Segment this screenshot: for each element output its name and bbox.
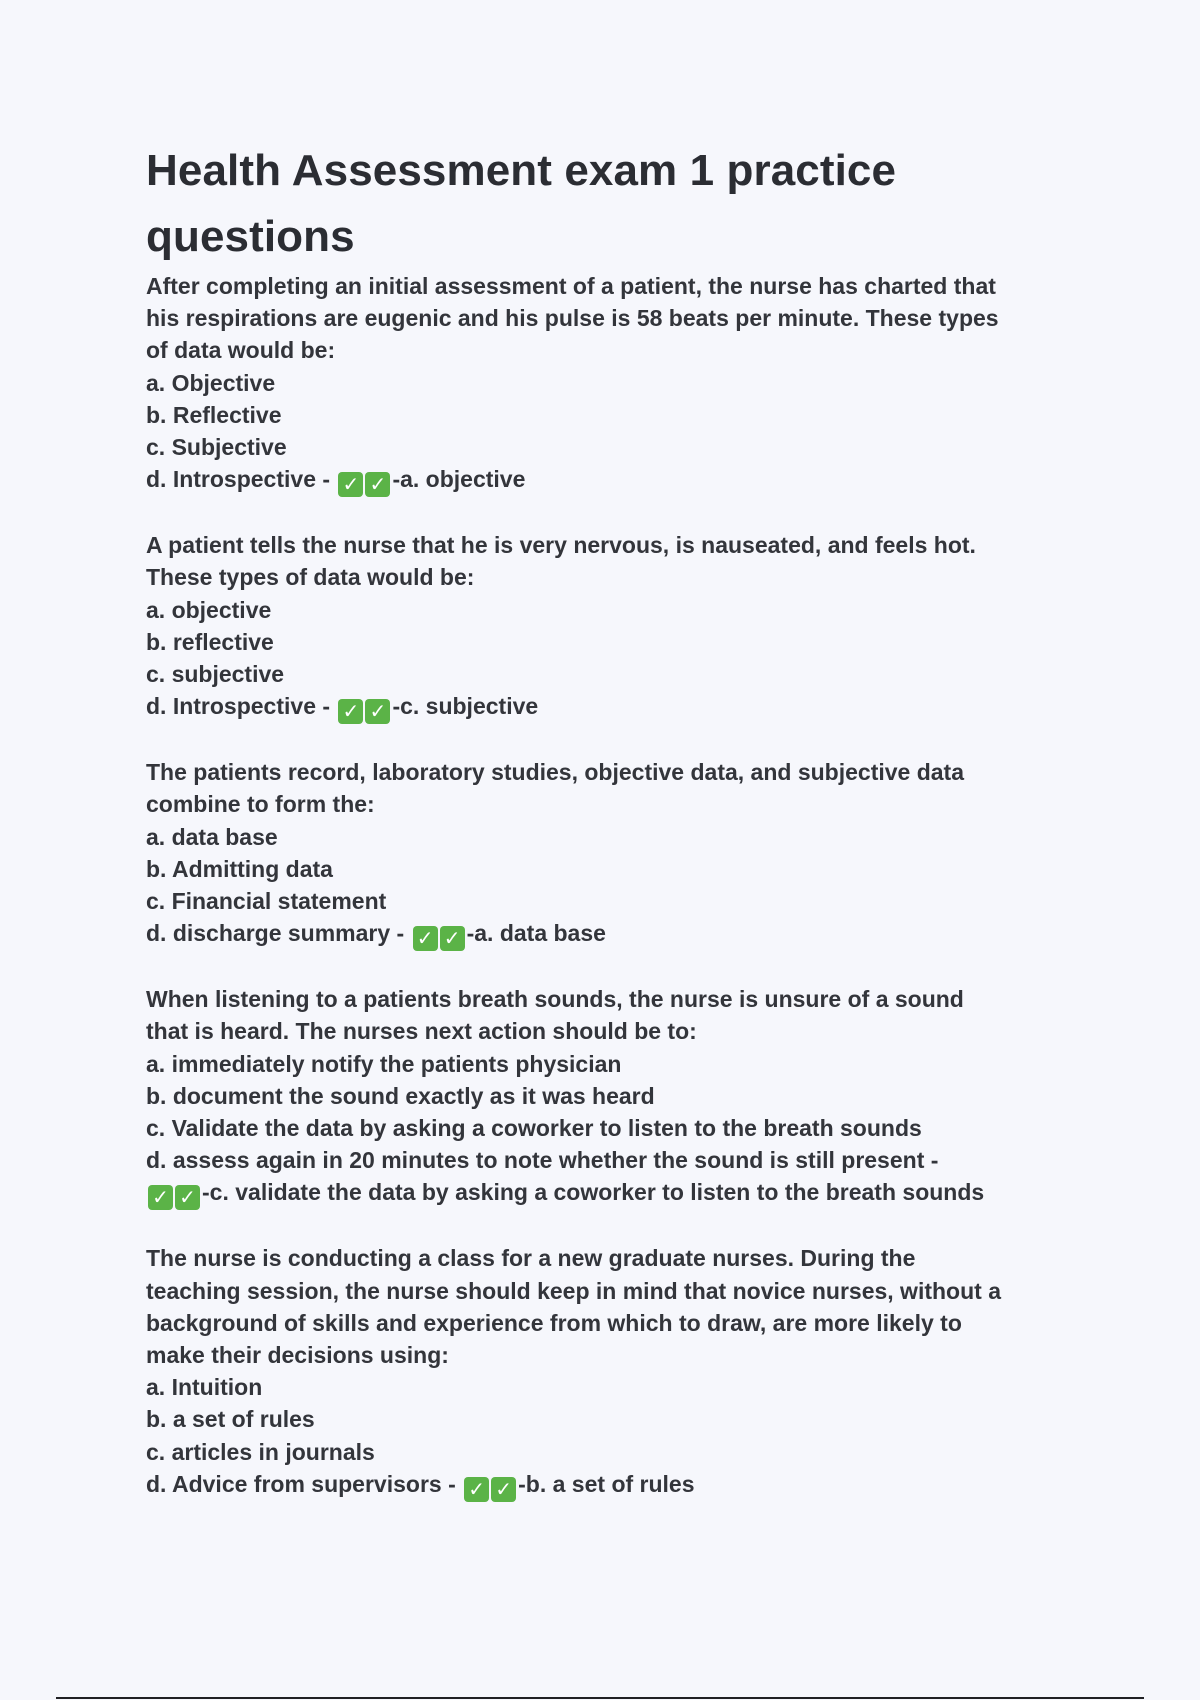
question-line: d. assess again in 20 minutes to note whether the sound is still present - bbox=[146, 1147, 939, 1174]
question-line: A patient tells the nurse that he is very nervous, is nauseated, and feels hot. bbox=[146, 532, 976, 559]
last-option-text: d. Introspective - bbox=[146, 466, 337, 493]
question-line: combine to form the: bbox=[146, 791, 375, 818]
question-line: These types of data would be: bbox=[146, 564, 475, 591]
question-line: The nurse is conducting a class for a new graduate nurses. During the bbox=[146, 1245, 916, 1272]
check-mark-icon: ✓ bbox=[365, 699, 390, 724]
check-mark-icon: ✓ bbox=[148, 1185, 173, 1210]
check-mark-icon: ✓ bbox=[464, 1477, 489, 1502]
question-line: a. objective bbox=[146, 596, 272, 623]
answer-text: -c. validate the data by asking a coworker to listen to the breath sounds bbox=[202, 1179, 985, 1206]
question-line: a. Intuition bbox=[146, 1374, 263, 1401]
check-mark-icon: ✓ bbox=[440, 926, 465, 951]
check-mark-icon: ✓ bbox=[338, 472, 363, 497]
last-option-text: d. discharge summary - bbox=[146, 920, 411, 947]
answer-line bbox=[146, 690, 1066, 724]
question-line: a. Objective bbox=[146, 369, 276, 396]
question-line: c. articles in journals bbox=[146, 1438, 375, 1465]
check-mark-icon: ✓ bbox=[175, 1185, 200, 1210]
question-block bbox=[146, 756, 1066, 951]
answer-line bbox=[146, 917, 1066, 951]
title-line-1: Health Assessment exam 1 practice bbox=[146, 146, 897, 195]
question-block bbox=[146, 270, 1066, 497]
question-line: b. a set of rules bbox=[146, 1406, 315, 1433]
question-line: that is heard. The nurses next action should be to: bbox=[146, 1018, 697, 1045]
question-line: teaching session, the nurse should keep in mind that novice nurses, without a bbox=[146, 1277, 1001, 1304]
question-line: After completing an initial assessment of a patient, the nurse has charted that bbox=[146, 273, 996, 299]
question-line: The patients record, laboratory studies, objective data, and subjective data bbox=[146, 759, 965, 786]
question-block bbox=[146, 529, 1066, 724]
question-line: a. immediately notify the patients physician bbox=[146, 1050, 622, 1077]
title-line-2: questions bbox=[146, 212, 355, 261]
answer-text: -a. data base bbox=[466, 920, 606, 947]
answer-text: -a. objective bbox=[392, 466, 526, 493]
question-line: b. Admitting data bbox=[146, 855, 333, 882]
check-mark-icon: ✓ bbox=[491, 1477, 516, 1502]
question-line: make their decisions using: bbox=[146, 1342, 449, 1369]
question-line: When listening to a patients breath sounds, the nurse is unsure of a sound bbox=[146, 986, 964, 1013]
question-list bbox=[146, 270, 1066, 1502]
question-line: his respirations are eugenic and his pulse is 58 beats per minute. These types bbox=[146, 305, 999, 332]
page-title bbox=[146, 138, 1066, 270]
question-line: of data would be: bbox=[146, 337, 336, 364]
last-option-text: d. Advice from supervisors - bbox=[146, 1470, 463, 1497]
answer-line bbox=[146, 463, 1066, 497]
answer-check-marks bbox=[464, 1468, 518, 1502]
check-mark-icon: ✓ bbox=[365, 472, 390, 497]
answer-line bbox=[146, 1176, 1066, 1210]
question-block bbox=[146, 1242, 1066, 1501]
question-line: c. Validate the data by asking a coworker to listen to the breath sounds bbox=[146, 1115, 922, 1142]
answer-check-marks bbox=[148, 1176, 202, 1210]
answer-check-marks bbox=[338, 690, 392, 724]
question-block bbox=[146, 983, 1066, 1210]
question-line: c. Subjective bbox=[146, 434, 287, 461]
answer-text: -b. a set of rules bbox=[518, 1470, 695, 1497]
answer-check-marks bbox=[338, 463, 392, 497]
question-line: c. subjective bbox=[146, 661, 285, 688]
question-line: b. Reflective bbox=[146, 401, 282, 428]
question-line: b. document the sound exactly as it was heard bbox=[146, 1082, 655, 1109]
last-option-text: d. Introspective - bbox=[146, 693, 337, 720]
question-line: c. Financial statement bbox=[146, 888, 387, 915]
page-divider bbox=[56, 1697, 1144, 1699]
answer-text: -c. subjective bbox=[392, 693, 539, 720]
question-line: background of skills and experience from which to draw, are more likely to bbox=[146, 1309, 962, 1336]
question-line: b. reflective bbox=[146, 628, 274, 655]
check-mark-icon: ✓ bbox=[338, 699, 363, 724]
answer-line bbox=[146, 1468, 1066, 1502]
document-content bbox=[146, 138, 1066, 1502]
check-mark-icon: ✓ bbox=[413, 926, 438, 951]
question-line: a. data base bbox=[146, 823, 278, 850]
answer-check-marks bbox=[413, 917, 467, 951]
